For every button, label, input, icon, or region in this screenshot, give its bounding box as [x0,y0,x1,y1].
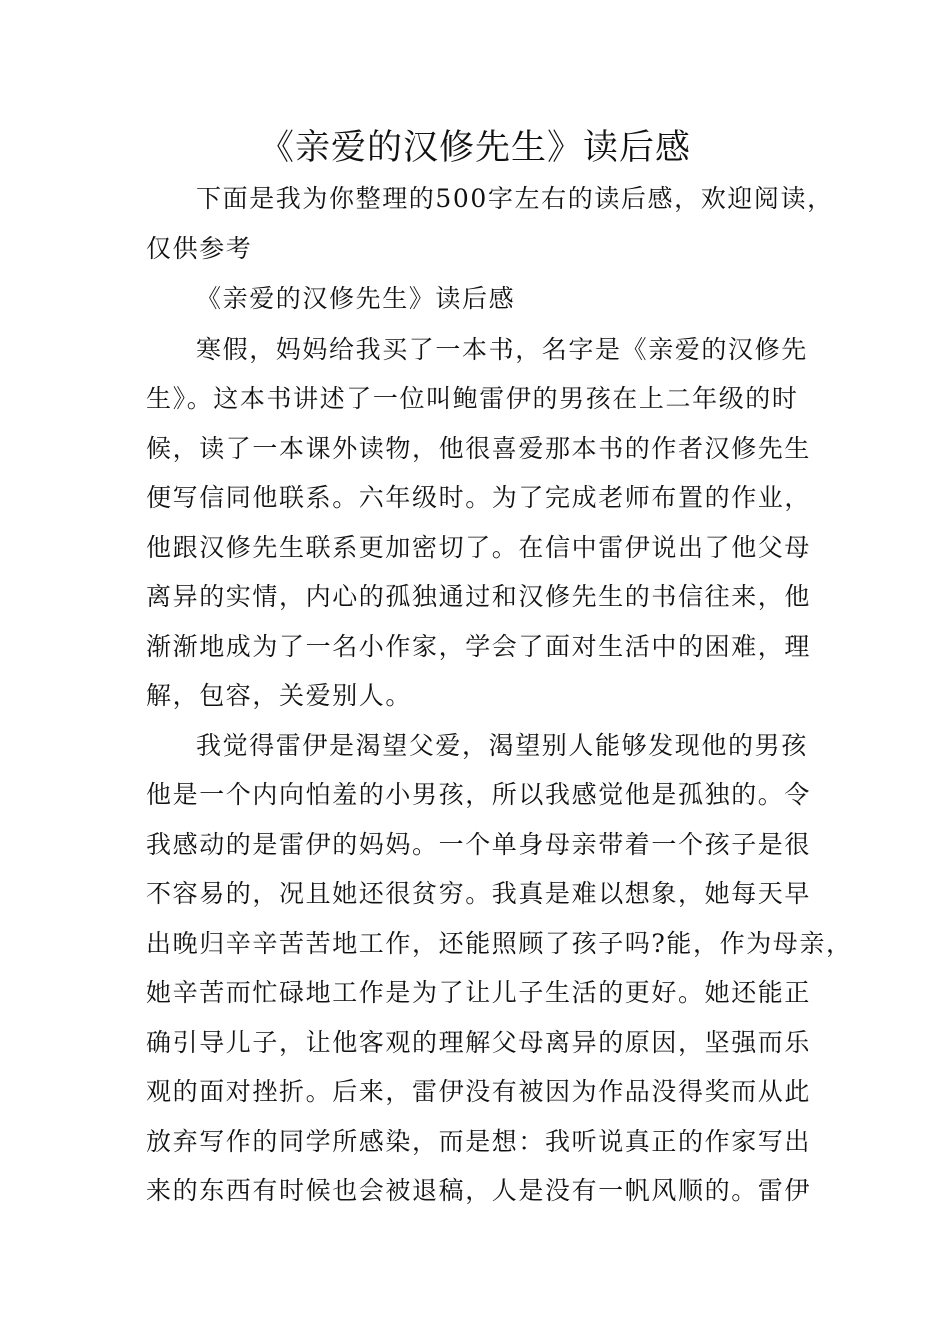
paragraph-1-line-5: 他跟汉修先生联系更加密切了。在信中雷伊说出了他父母 [146,533,812,562]
paragraph-2-line-7: 确引导儿子，让他客观的理解父母离异的原因，坚强而乐 [146,1028,812,1057]
paragraph-2-line-3: 我感动的是雷伊的妈妈。一个单身母亲带着一个孩子是很 [146,830,812,859]
paragraph-1-line-4: 便写信同他联系。六年级时。为了完成老师布置的作业， [146,483,812,512]
paragraph-2-line-2: 他是一个内向怕羞的小男孩，所以我感觉他是孤独的。令 [146,780,812,809]
paragraph-1-line-3: 候，读了一本课外读物，他很喜爱那本书的作者汉修先生 [146,434,812,463]
paragraph-1-line-1: 寒假，妈妈给我买了一本书，名字是《亲爱的汉修先 [196,335,808,364]
paragraph-1-line-7: 渐渐地成为了一名小作家，学会了面对生活中的困难，理 [146,632,812,661]
paragraph-2-line-8: 观的面对挫折。后来，雷伊没有被因为作品没得奖而从此 [146,1077,812,1106]
paragraph-1-line-2: 生》。这本书讲述了一位叫鲍雷伊的男孩在上二年级的时 [146,384,799,413]
intro-line-1: 下面是我为你整理的500字左右的读后感，欢迎阅读， [196,184,834,213]
paragraph-2-line-5: 出晚归辛辛苦苦地工作，还能照顾了孩子吗?能，作为母亲， [146,929,853,958]
document-title: 《亲爱的汉修先生》读后感 [258,128,691,168]
intro-line-2: 仅供参考 [146,234,253,263]
paragraph-2-line-6: 她辛苦而忙碌地工作是为了让儿子生活的更好。她还能正 [146,978,812,1007]
paragraph-1-line-6: 离异的实情，内心的孤独通过和汉修先生的书信往来，他 [146,582,812,611]
paragraph-2-line-9: 放弃写作的同学所感染，而是想：我听说真正的作家写出 [146,1127,812,1156]
paragraph-2-line-1: 我觉得雷伊是渴望父爱，渴望别人能够发现他的男孩 [196,731,808,760]
paragraph-1-line-8: 解，包容，关爱别人。 [146,681,413,710]
subtitle-line: 《亲爱的汉修先生》读后感 [196,284,516,313]
paragraph-2-line-10: 来的东西有时候也会被退稿，人是没有一帆风顺的。雷伊 [146,1176,812,1205]
paragraph-2-line-4: 不容易的，况且她还很贫穷。我真是难以想象，她每天早 [146,879,812,908]
